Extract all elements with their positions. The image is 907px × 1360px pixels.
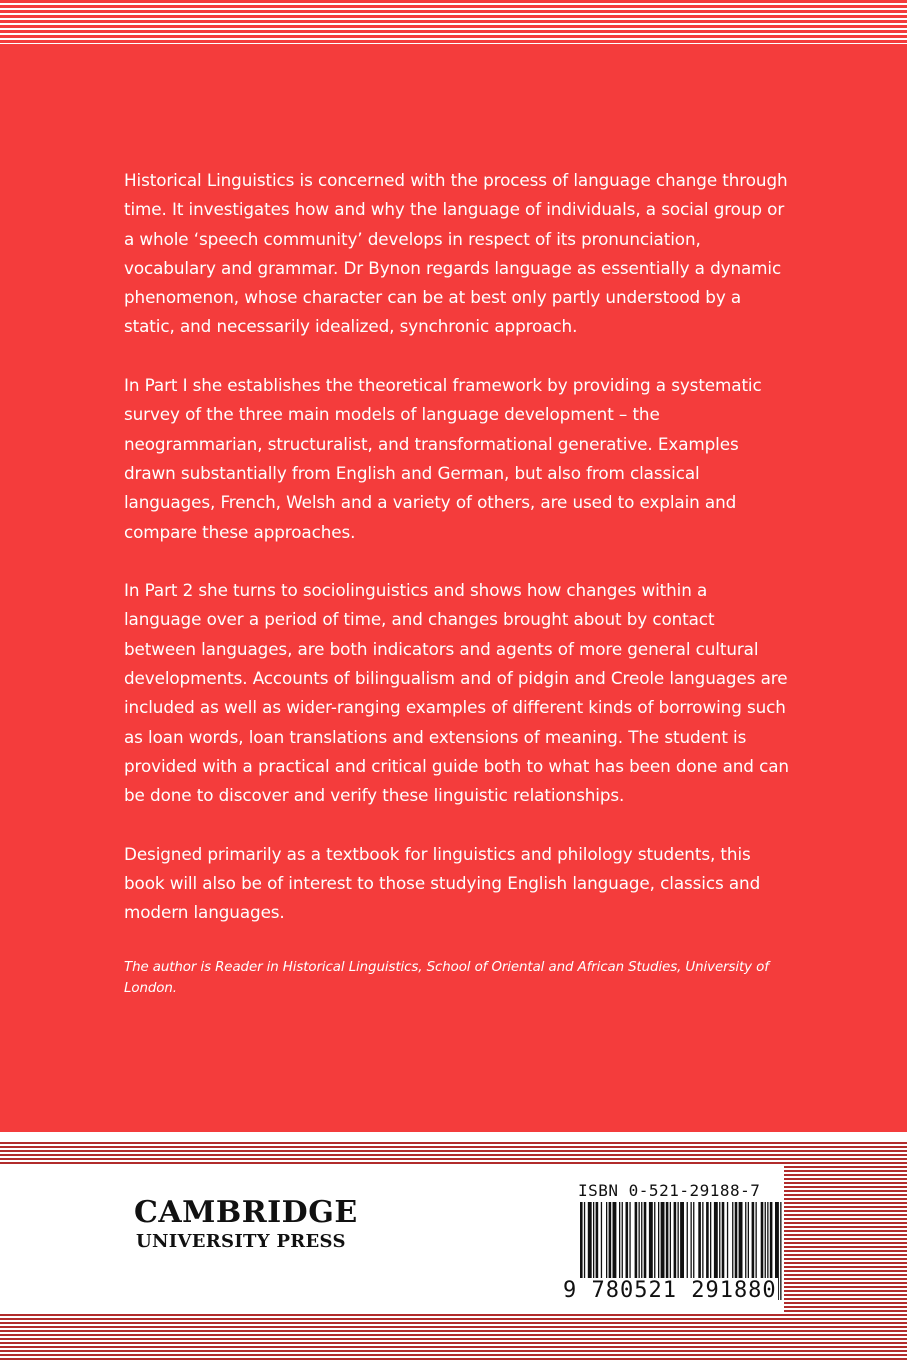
publisher-logo <box>134 1195 374 1253</box>
isbn-label: ISBN 0-521-29188-7 <box>578 1181 761 1200</box>
publisher-subname: UNIVERSITY PRESS <box>136 1231 346 1252</box>
top-stripes <box>0 0 907 44</box>
publisher-name: CAMBRIDGE <box>134 1195 358 1230</box>
blurb-paragraph-2: In Part I she establishes the theoretical framework by providing a systematic survey of the three main models of language development – the neogrammarian, structuralist, and transformational generative. Examples drawn substantially from English and German, but also from classical languages, French, Welsh and a variety of others, are used to explain and compare these approaches. <box>124 375 762 542</box>
blurb-paragraph-4: Designed primarily as a textbook for linguistics and philology students, this book will also be of interest to those studying English language, classics and modern languages. <box>124 843 761 923</box>
blurb-paragraph-3: In Part 2 she turns to sociolinguistics and shows how changes within a language over a period of time, and changes brought about by contact between languages, are both indicators and agents of more general cultural developments. Accounts of bilingualism and of pidgin and Creole languages are included as well as wider-ranging examples of different kinds of borrowing such as loan words, loan translations and extensions of meaning. The student is provided with a practical and critical guide both to what has been done and can be done to discover and verify these linguistic relationships. <box>124 580 789 806</box>
blurb-paragraph-1: Historical Linguistics is concerned with the process of language change through time. It investigates how and why the language of individuals, a social group or a whole ‘speech community’ develops in respect of its pronunciation, vocabulary and grammar. Dr Bynon regards language as essentially a dynamic phenomenon, whose character can be at best only partly understood by a static, and necessarily idealized, synchronic approach. <box>124 170 788 337</box>
ean-number: 9 780521 291880 <box>563 1278 777 1303</box>
divider-band <box>0 1132 907 1142</box>
author-note: The author is Reader in Historical Linguistics, School of Oriental and African Studies, University of London. <box>124 960 769 997</box>
blurb-text <box>124 166 789 1028</box>
barcode-bar <box>780 1202 781 1300</box>
